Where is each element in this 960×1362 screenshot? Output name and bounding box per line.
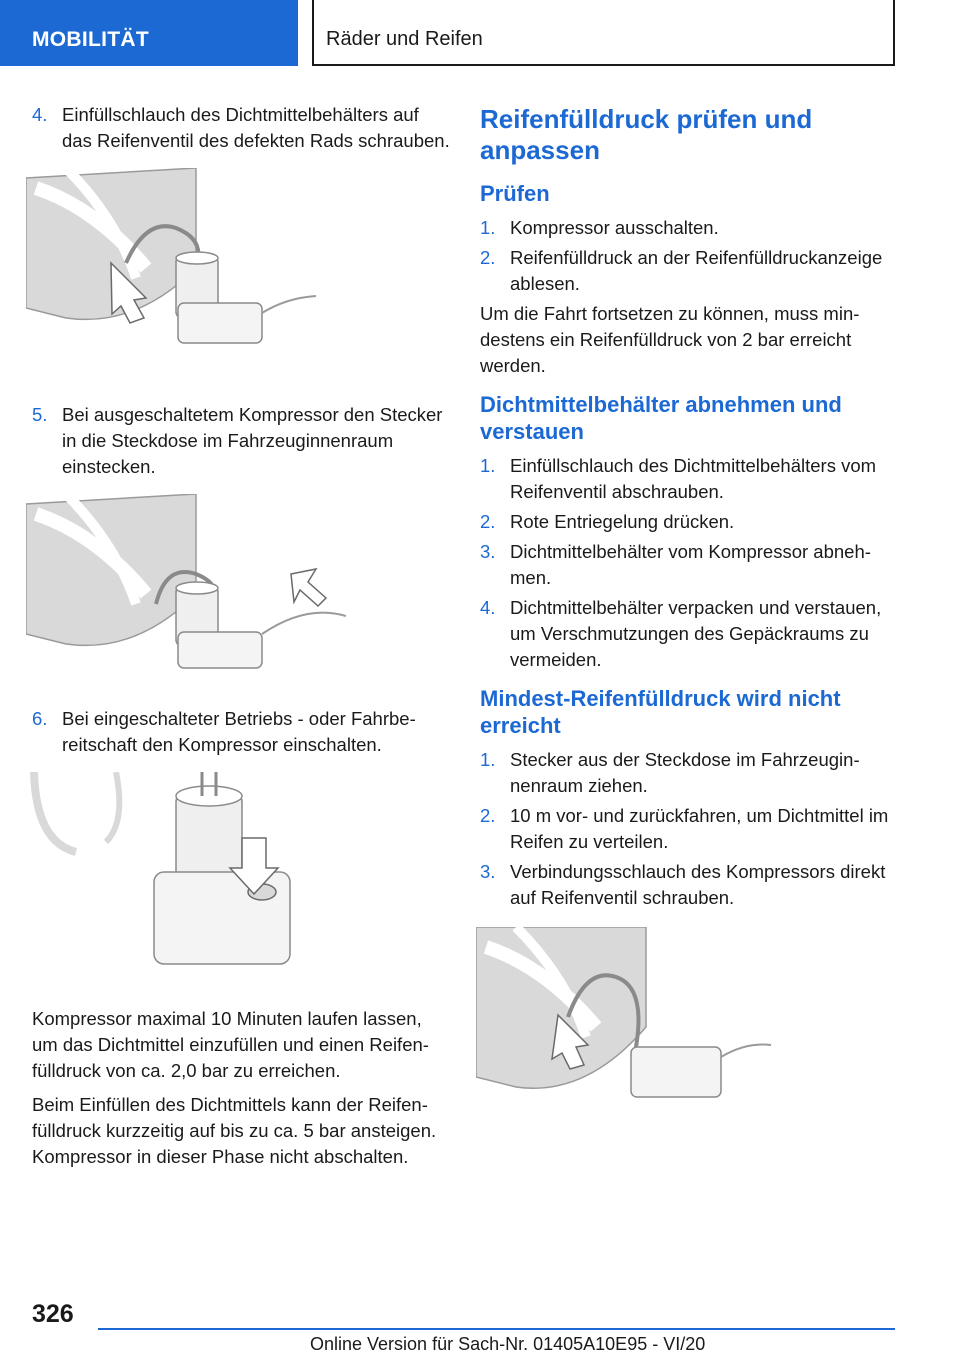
step-item	[480, 453, 900, 505]
illustration-plug-in	[26, 494, 346, 684]
step-item	[480, 539, 900, 591]
subheading-remove: Dichtmittelbehälter abnehmen und verstauen	[480, 392, 842, 444]
step-text: 10 m vor- und zurückfahren, um Dichtmittel im Reifen zu verteilen.	[510, 805, 889, 852]
step-number: 6.	[32, 708, 48, 729]
step-text: Bei ausgeschaltetem Kompressor den Stecker in die Steckdose im Fahrzeuginnenraum einstecken.	[62, 404, 443, 477]
step-text: Dichtmittelbehälter verpacken und verstauen, um Verschmutzungen des Gepäckraums zu vermeiden.	[510, 597, 882, 670]
step-number: 4.	[480, 597, 496, 618]
step-text: Reifenfülldruck an der Reifenfülldruckanzeige ablesen.	[510, 247, 883, 294]
left-column	[32, 102, 450, 1178]
section-tab	[0, 0, 298, 66]
paragraph: Kompressor maximal 10 Minuten laufen lassen, um das Dichtmittel einzufüllen und einen Reifenfülldruck von ca. 2,0 bar zu erreichen.	[32, 1008, 429, 1081]
step-number: 3.	[480, 541, 496, 562]
step-item	[480, 509, 900, 535]
step-text: Kompressor ausschalten.	[510, 217, 719, 238]
step-text: Rote Entriegelung drücken.	[510, 511, 735, 532]
page-number: 326	[32, 1300, 74, 1328]
step-number: 4.	[32, 104, 48, 125]
step-item	[480, 245, 900, 297]
subheading-minimum: Mindest-Reifenfülldruck wird nicht erreicht	[480, 686, 841, 738]
step-text: Dichtmittelbehälter vom Kompressor abnehmen.	[510, 541, 871, 588]
step-item	[32, 706, 450, 758]
paragraph: Um die Fahrt fortsetzen zu können, muss mindestens ein Reifenfülldruck von 2 bar erreicht werden.	[480, 303, 860, 376]
step-text: Bei eingeschalteter Betriebs - oder Fahrbereitschaft den Kompressor einschalten.	[62, 708, 416, 755]
section-title: MOBILITÄT	[32, 28, 150, 51]
step-item	[480, 595, 900, 673]
subheading-pruefen: Prüfen	[480, 181, 550, 206]
paragraph: Beim Einfüllen des Dichtmittels kann der Reifenfülldruck kurzzeitig auf bis zu ca. 5 bar ansteigen. Kompressor in dieser Phase nicht abschalten.	[32, 1094, 437, 1167]
step-number: 1.	[480, 749, 496, 770]
step-item	[480, 859, 900, 911]
step-number: 2.	[480, 805, 496, 826]
online-version-note: Online Version für Sach-Nr. 01405A10E95 - VI/20	[310, 1334, 706, 1354]
chapter-title: Räder und Reifen	[326, 28, 483, 50]
step-item	[480, 803, 900, 855]
step-number: 1.	[480, 455, 496, 476]
step-item	[480, 215, 900, 241]
right-column	[480, 102, 900, 1127]
step-item	[32, 402, 450, 480]
illustration-switch-on	[26, 772, 326, 972]
step-number: 1.	[480, 217, 496, 238]
section-heading: Reifenfülldruck prüfen und anpassen	[480, 104, 813, 165]
step-number: 3.	[480, 861, 496, 882]
step-text: Stecker aus der Steckdose im Fahrzeuginnenraum ziehen.	[510, 749, 860, 796]
illustration-direct-connect	[476, 927, 776, 1127]
step-number: 5.	[32, 404, 48, 425]
step-text: Einfüllschlauch des Dichtmittelbehälters vom Reifenventil abschrauben.	[510, 455, 877, 502]
step-text: Verbindungsschlauch des Kompressors direkt auf Reifenventil schrauben.	[510, 861, 886, 908]
chapter-header	[312, 0, 895, 66]
step-number: 2.	[480, 511, 496, 532]
step-item	[32, 102, 450, 154]
illustration-connect-hose	[26, 168, 326, 378]
step-item	[480, 747, 900, 799]
step-text: Einfüllschlauch des Dichtmittelbehälters auf das Reifenventil des defekten Rads schrauben.	[62, 104, 450, 151]
footer-rule	[98, 1328, 895, 1330]
step-number: 2.	[480, 247, 496, 268]
